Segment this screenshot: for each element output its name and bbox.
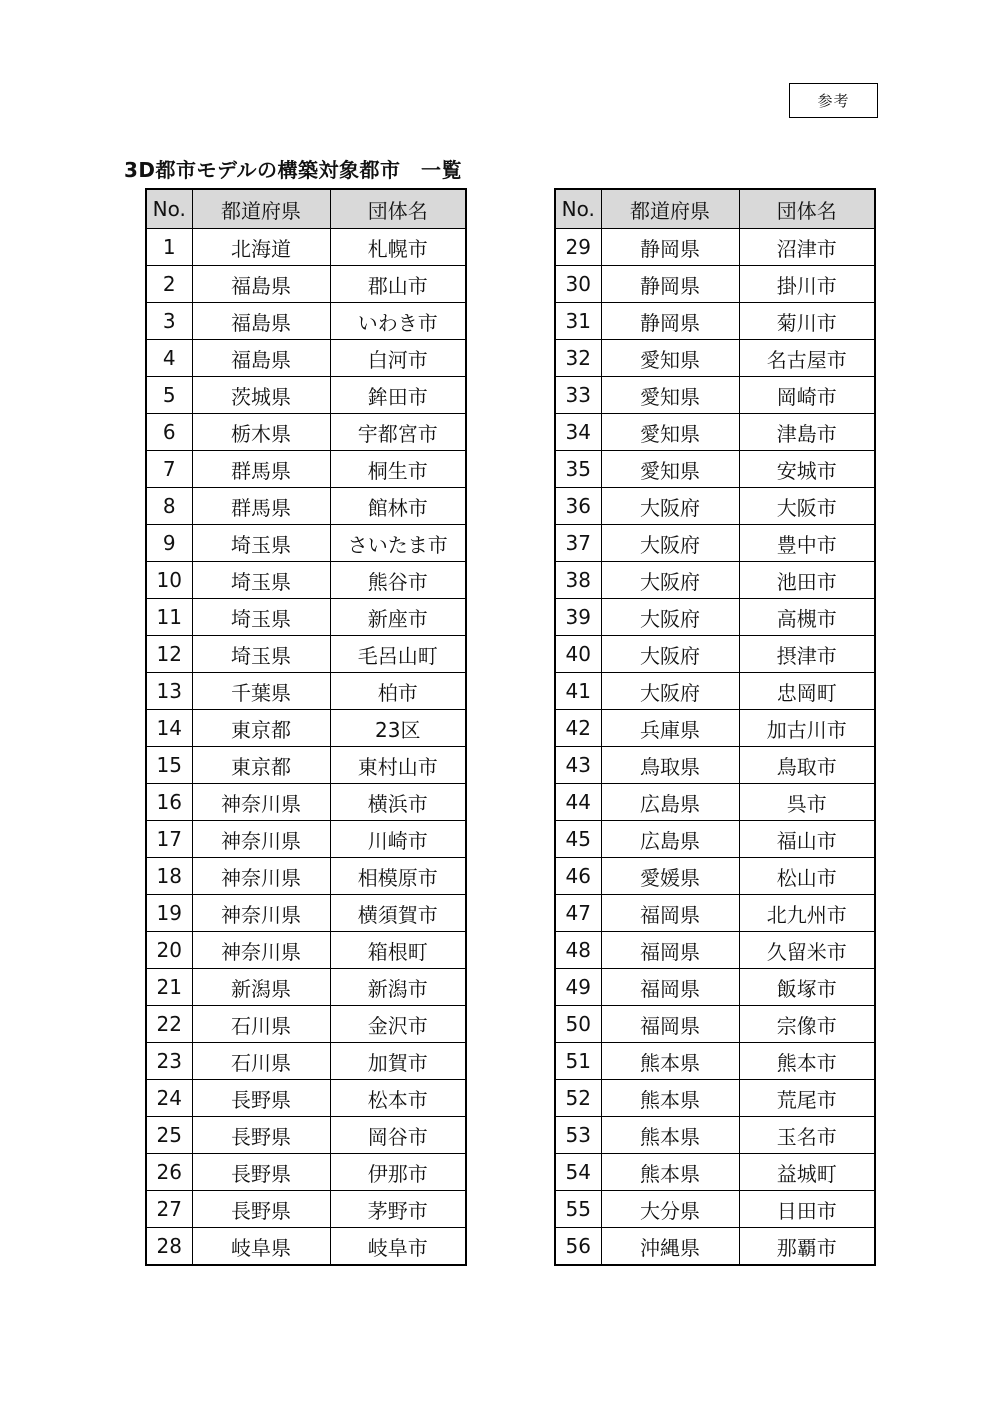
table-row — [146, 1117, 466, 1154]
organization-cell: 摂津市 — [739, 636, 875, 673]
organization-cell: 北九州市 — [739, 895, 875, 932]
row-number-cell: 16 — [146, 784, 192, 821]
row-number-cell: 45 — [555, 821, 601, 858]
prefecture-cell: 埼玉県 — [192, 636, 330, 673]
table-row — [146, 673, 466, 710]
organization-cell: 掛川市 — [739, 266, 875, 303]
prefecture-cell: 熊本県 — [601, 1080, 739, 1117]
prefecture-cell: 埼玉県 — [192, 525, 330, 562]
organization-cell: 横浜市 — [330, 784, 466, 821]
prefecture-cell: 福岡県 — [601, 969, 739, 1006]
table-row — [555, 266, 875, 303]
table-row — [555, 1191, 875, 1228]
prefecture-cell: 大阪府 — [601, 525, 739, 562]
prefecture-cell: 福岡県 — [601, 895, 739, 932]
row-number-cell: 20 — [146, 932, 192, 969]
organization-cell: 宇都宮市 — [330, 414, 466, 451]
row-number-cell: 40 — [555, 636, 601, 673]
city-table-left — [145, 188, 467, 1266]
table-row — [146, 451, 466, 488]
row-number-cell: 5 — [146, 377, 192, 414]
prefecture-cell: 群馬県 — [192, 488, 330, 525]
header-organization: 団体名 — [330, 189, 466, 229]
table-row — [555, 229, 875, 266]
prefecture-cell: 福島県 — [192, 303, 330, 340]
organization-cell: 高槻市 — [739, 599, 875, 636]
prefecture-cell: 大阪府 — [601, 673, 739, 710]
prefecture-cell: 広島県 — [601, 784, 739, 821]
organization-cell: 名古屋市 — [739, 340, 875, 377]
row-number-cell: 48 — [555, 932, 601, 969]
table-header-row — [555, 189, 875, 229]
prefecture-cell: 静岡県 — [601, 266, 739, 303]
organization-cell: 岐阜市 — [330, 1228, 466, 1266]
row-number-cell: 46 — [555, 858, 601, 895]
organization-cell: 熊本市 — [739, 1043, 875, 1080]
organization-cell: 東村山市 — [330, 747, 466, 784]
table-row — [555, 488, 875, 525]
prefecture-cell: 熊本県 — [601, 1154, 739, 1191]
table-row — [555, 1006, 875, 1043]
organization-cell: 宗像市 — [739, 1006, 875, 1043]
row-number-cell: 22 — [146, 1006, 192, 1043]
organization-cell: 横須賀市 — [330, 895, 466, 932]
prefecture-cell: 沖縄県 — [601, 1228, 739, 1266]
row-number-cell: 29 — [555, 229, 601, 266]
row-number-cell: 33 — [555, 377, 601, 414]
organization-cell: 茅野市 — [330, 1191, 466, 1228]
table-row — [555, 747, 875, 784]
organization-cell: 岡谷市 — [330, 1117, 466, 1154]
organization-cell: 松山市 — [739, 858, 875, 895]
city-table-right-body — [555, 229, 875, 1266]
organization-cell: 津島市 — [739, 414, 875, 451]
table-row — [146, 747, 466, 784]
organization-cell: 安城市 — [739, 451, 875, 488]
organization-cell: 箱根町 — [330, 932, 466, 969]
table-row — [146, 1228, 466, 1266]
organization-cell: 金沢市 — [330, 1006, 466, 1043]
organization-cell: 荒尾市 — [739, 1080, 875, 1117]
table-row — [555, 858, 875, 895]
table-row — [146, 784, 466, 821]
prefecture-cell: 茨城県 — [192, 377, 330, 414]
prefecture-cell: 栃木県 — [192, 414, 330, 451]
prefecture-cell: 埼玉県 — [192, 599, 330, 636]
organization-cell: 岡崎市 — [739, 377, 875, 414]
table-row — [146, 562, 466, 599]
table-row — [146, 599, 466, 636]
prefecture-cell: 大阪府 — [601, 636, 739, 673]
table-row — [555, 673, 875, 710]
row-number-cell: 49 — [555, 969, 601, 1006]
prefecture-cell: 福岡県 — [601, 1006, 739, 1043]
table-row — [146, 636, 466, 673]
organization-cell: 札幌市 — [330, 229, 466, 266]
row-number-cell: 12 — [146, 636, 192, 673]
row-number-cell: 27 — [146, 1191, 192, 1228]
organization-cell: 23区 — [330, 710, 466, 747]
table-row — [146, 932, 466, 969]
prefecture-cell: 長野県 — [192, 1117, 330, 1154]
row-number-cell: 18 — [146, 858, 192, 895]
organization-cell: 伊那市 — [330, 1154, 466, 1191]
table-row — [146, 303, 466, 340]
prefecture-cell: 長野県 — [192, 1154, 330, 1191]
table-row — [555, 1154, 875, 1191]
table-row — [555, 525, 875, 562]
organization-cell: 加古川市 — [739, 710, 875, 747]
row-number-cell: 8 — [146, 488, 192, 525]
row-number-cell: 25 — [146, 1117, 192, 1154]
prefecture-cell: 長野県 — [192, 1080, 330, 1117]
prefecture-cell: 熊本県 — [601, 1117, 739, 1154]
row-number-cell: 31 — [555, 303, 601, 340]
row-number-cell: 23 — [146, 1043, 192, 1080]
organization-cell: 白河市 — [330, 340, 466, 377]
row-number-cell: 35 — [555, 451, 601, 488]
table-row — [146, 969, 466, 1006]
prefecture-cell: 愛知県 — [601, 451, 739, 488]
row-number-cell: 36 — [555, 488, 601, 525]
prefecture-cell: 大阪府 — [601, 488, 739, 525]
organization-cell: 川崎市 — [330, 821, 466, 858]
table-row — [555, 1228, 875, 1266]
row-number-cell: 37 — [555, 525, 601, 562]
row-number-cell: 14 — [146, 710, 192, 747]
organization-cell: 福山市 — [739, 821, 875, 858]
table-row — [555, 636, 875, 673]
prefecture-cell: 埼玉県 — [192, 562, 330, 599]
table-row — [146, 858, 466, 895]
table-row — [555, 414, 875, 451]
prefecture-cell: 愛知県 — [601, 414, 739, 451]
organization-cell: 飯塚市 — [739, 969, 875, 1006]
prefecture-cell: 岐阜県 — [192, 1228, 330, 1266]
row-number-cell: 15 — [146, 747, 192, 784]
row-number-cell: 41 — [555, 673, 601, 710]
organization-cell: 那覇市 — [739, 1228, 875, 1266]
row-number-cell: 30 — [555, 266, 601, 303]
prefecture-cell: 福島県 — [192, 340, 330, 377]
table-row — [555, 784, 875, 821]
prefecture-cell: 新潟県 — [192, 969, 330, 1006]
organization-cell: 柏市 — [330, 673, 466, 710]
table-row — [146, 266, 466, 303]
organization-cell: 池田市 — [739, 562, 875, 599]
prefecture-cell: 大分県 — [601, 1191, 739, 1228]
table-row — [146, 895, 466, 932]
row-number-cell: 9 — [146, 525, 192, 562]
table-row — [146, 488, 466, 525]
prefecture-cell: 長野県 — [192, 1191, 330, 1228]
row-number-cell: 38 — [555, 562, 601, 599]
organization-cell: 菊川市 — [739, 303, 875, 340]
row-number-cell: 53 — [555, 1117, 601, 1154]
organization-cell: 大阪市 — [739, 488, 875, 525]
organization-cell: さいたま市 — [330, 525, 466, 562]
prefecture-cell: 静岡県 — [601, 303, 739, 340]
prefecture-cell: 神奈川県 — [192, 858, 330, 895]
prefecture-cell: 兵庫県 — [601, 710, 739, 747]
table-row — [146, 1006, 466, 1043]
table-row — [146, 710, 466, 747]
row-number-cell: 3 — [146, 303, 192, 340]
city-table-left-body — [146, 229, 466, 1266]
table-row — [146, 1154, 466, 1191]
table-row — [555, 562, 875, 599]
table-row — [146, 1043, 466, 1080]
header-prefecture: 都道府県 — [601, 189, 739, 229]
prefecture-cell: 石川県 — [192, 1006, 330, 1043]
organization-cell: いわき市 — [330, 303, 466, 340]
prefecture-cell: 石川県 — [192, 1043, 330, 1080]
table-row — [555, 969, 875, 1006]
row-number-cell: 44 — [555, 784, 601, 821]
table-row — [555, 932, 875, 969]
header-organization: 団体名 — [739, 189, 875, 229]
prefecture-cell: 神奈川県 — [192, 821, 330, 858]
table-header-row — [146, 189, 466, 229]
row-number-cell: 51 — [555, 1043, 601, 1080]
row-number-cell: 13 — [146, 673, 192, 710]
prefecture-cell: 北海道 — [192, 229, 330, 266]
organization-cell: 毛呂山町 — [330, 636, 466, 673]
prefecture-cell: 愛媛県 — [601, 858, 739, 895]
row-number-cell: 50 — [555, 1006, 601, 1043]
prefecture-cell: 熊本県 — [601, 1043, 739, 1080]
row-number-cell: 34 — [555, 414, 601, 451]
table-row — [555, 451, 875, 488]
organization-cell: 鳥取市 — [739, 747, 875, 784]
organization-cell: 桐生市 — [330, 451, 466, 488]
table-row — [555, 710, 875, 747]
prefecture-cell: 神奈川県 — [192, 932, 330, 969]
table-row — [555, 895, 875, 932]
organization-cell: 忠岡町 — [739, 673, 875, 710]
table-row — [555, 1043, 875, 1080]
prefecture-cell: 東京都 — [192, 710, 330, 747]
row-number-cell: 2 — [146, 266, 192, 303]
row-number-cell: 52 — [555, 1080, 601, 1117]
prefecture-cell: 福岡県 — [601, 932, 739, 969]
organization-cell: 加賀市 — [330, 1043, 466, 1080]
page-title: 3D都市モデルの構築対象都市 一覧 — [124, 158, 463, 182]
organization-cell: 相模原市 — [330, 858, 466, 895]
row-number-cell: 24 — [146, 1080, 192, 1117]
prefecture-cell: 広島県 — [601, 821, 739, 858]
table-row — [146, 377, 466, 414]
row-number-cell: 4 — [146, 340, 192, 377]
table-row — [555, 340, 875, 377]
prefecture-cell: 大阪府 — [601, 599, 739, 636]
prefecture-cell: 千葉県 — [192, 673, 330, 710]
row-number-cell: 39 — [555, 599, 601, 636]
organization-cell: 松本市 — [330, 1080, 466, 1117]
row-number-cell: 11 — [146, 599, 192, 636]
row-number-cell: 17 — [146, 821, 192, 858]
row-number-cell: 47 — [555, 895, 601, 932]
organization-cell: 新座市 — [330, 599, 466, 636]
row-number-cell: 32 — [555, 340, 601, 377]
row-number-cell: 43 — [555, 747, 601, 784]
organization-cell: 玉名市 — [739, 1117, 875, 1154]
row-number-cell: 6 — [146, 414, 192, 451]
organization-cell: 豊中市 — [739, 525, 875, 562]
organization-cell: 鉾田市 — [330, 377, 466, 414]
row-number-cell: 28 — [146, 1228, 192, 1266]
table-row — [555, 599, 875, 636]
header-no: No. — [146, 189, 192, 229]
table-row — [555, 377, 875, 414]
table-row — [146, 1191, 466, 1228]
organization-cell: 日田市 — [739, 1191, 875, 1228]
table-row — [555, 821, 875, 858]
organization-cell: 益城町 — [739, 1154, 875, 1191]
prefecture-cell: 愛知県 — [601, 377, 739, 414]
organization-cell: 新潟市 — [330, 969, 466, 1006]
header-no: No. — [555, 189, 601, 229]
row-number-cell: 26 — [146, 1154, 192, 1191]
row-number-cell: 21 — [146, 969, 192, 1006]
organization-cell: 郡山市 — [330, 266, 466, 303]
prefecture-cell: 神奈川県 — [192, 895, 330, 932]
table-row — [555, 1117, 875, 1154]
table-row — [146, 1080, 466, 1117]
city-table-right — [554, 188, 876, 1266]
row-number-cell: 7 — [146, 451, 192, 488]
row-number-cell: 1 — [146, 229, 192, 266]
table-row — [146, 229, 466, 266]
organization-cell: 沼津市 — [739, 229, 875, 266]
header-prefecture: 都道府県 — [192, 189, 330, 229]
row-number-cell: 55 — [555, 1191, 601, 1228]
organization-cell: 館林市 — [330, 488, 466, 525]
organization-cell: 呉市 — [739, 784, 875, 821]
organization-cell: 熊谷市 — [330, 562, 466, 599]
table-row — [555, 303, 875, 340]
prefecture-cell: 鳥取県 — [601, 747, 739, 784]
prefecture-cell: 愛知県 — [601, 340, 739, 377]
prefecture-cell: 静岡県 — [601, 229, 739, 266]
table-row — [146, 414, 466, 451]
row-number-cell: 42 — [555, 710, 601, 747]
prefecture-cell: 神奈川県 — [192, 784, 330, 821]
prefecture-cell: 東京都 — [192, 747, 330, 784]
row-number-cell: 10 — [146, 562, 192, 599]
table-row — [146, 821, 466, 858]
table-row — [146, 525, 466, 562]
row-number-cell: 19 — [146, 895, 192, 932]
organization-cell: 久留米市 — [739, 932, 875, 969]
prefecture-cell: 大阪府 — [601, 562, 739, 599]
table-row — [146, 340, 466, 377]
row-number-cell: 54 — [555, 1154, 601, 1191]
row-number-cell: 56 — [555, 1228, 601, 1266]
prefecture-cell: 群馬県 — [192, 451, 330, 488]
table-row — [555, 1080, 875, 1117]
reference-label: 参考 — [789, 83, 878, 118]
prefecture-cell: 福島県 — [192, 266, 330, 303]
